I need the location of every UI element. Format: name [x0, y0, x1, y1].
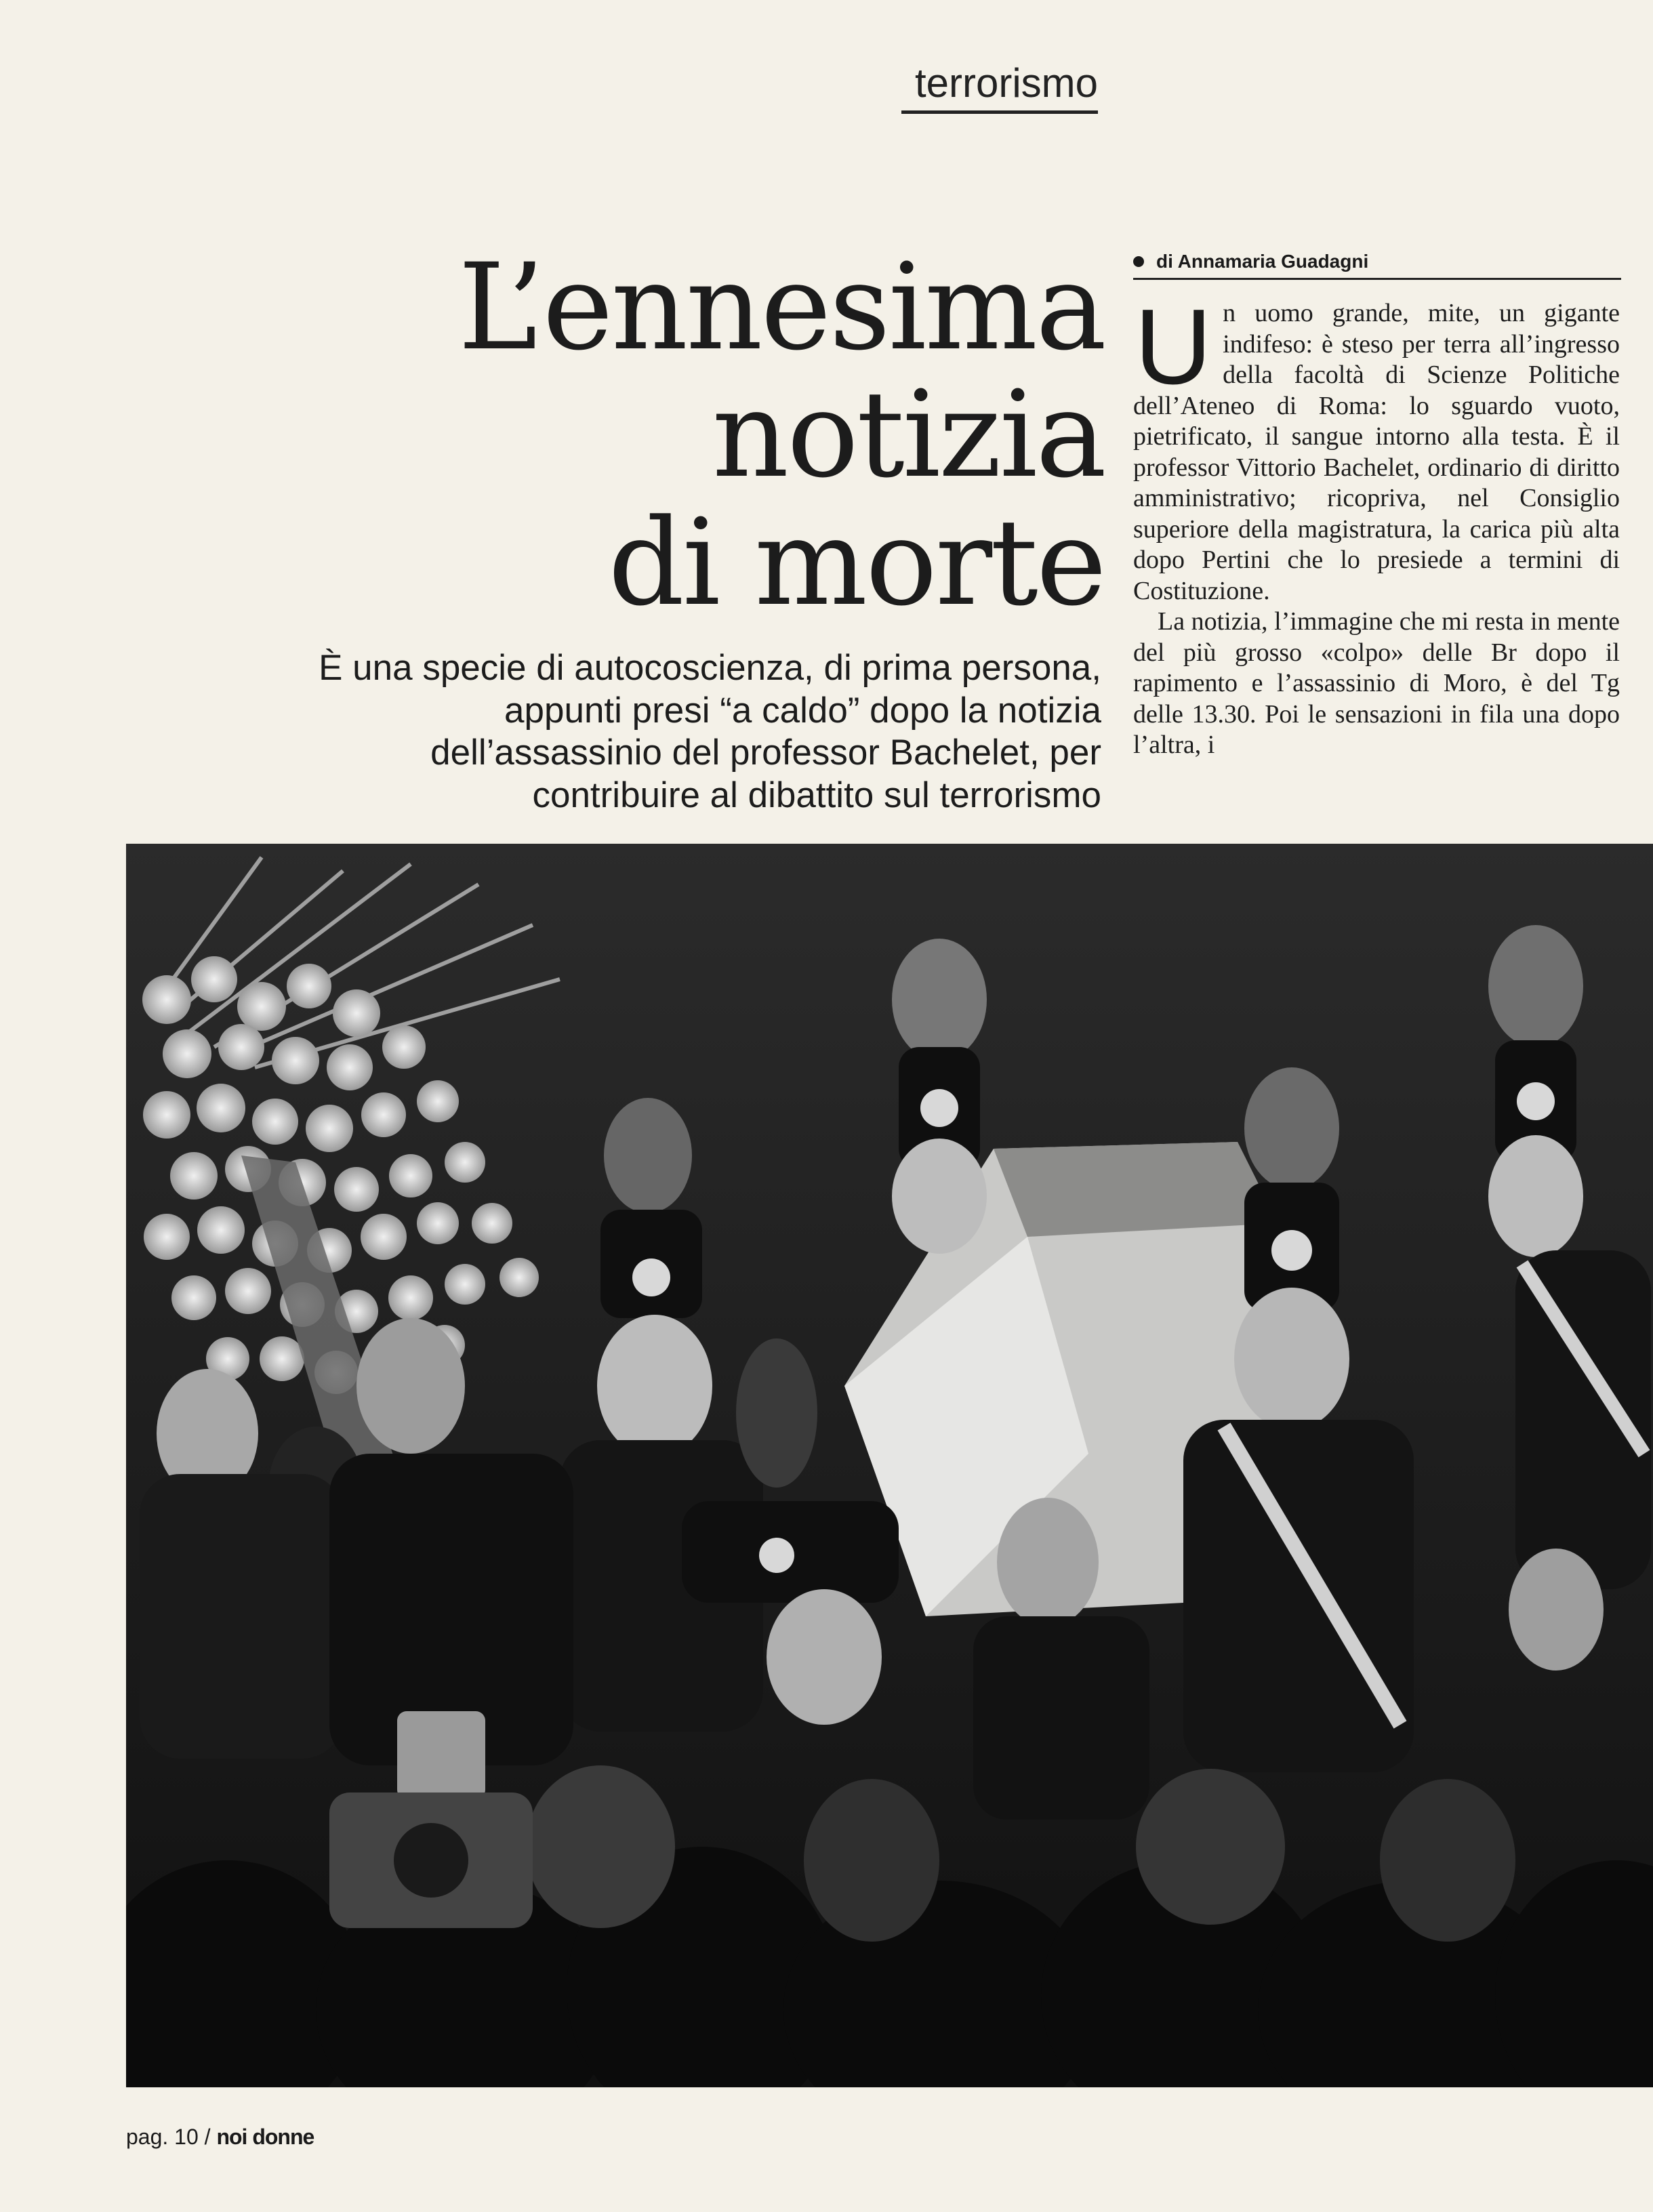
article-paragraph-2: La notizia, l’immagine che mi resta in mente del più grosso «colpo» delle Br dopo il rapimento e l’assassinio di Moro, è del Tg delle 13.30. Poi le sensazioni in fila una dopo l’altra, i: [1133, 607, 1620, 759]
article-body: [1133, 298, 1620, 844]
deck-line-2: appunti presi “a caldo” dopo la notizia: [504, 690, 1101, 731]
drop-cap: U: [1135, 298, 1212, 407]
deck-subtitle: [190, 647, 1101, 817]
byline-author: di Annamaria Guadagni: [1156, 251, 1369, 272]
section-tag: terrorismo: [901, 60, 1098, 114]
deck-line-4: contribuire al dibattito sul terrorismo: [532, 775, 1101, 815]
funeral-photo: [126, 844, 1653, 2087]
headline-line-3: di morte: [608, 493, 1105, 632]
headline: [258, 238, 1105, 632]
magazine-name: noi donne: [216, 2125, 314, 2149]
page-number: pag. 10 /: [126, 2125, 217, 2149]
byline: [1133, 251, 1621, 280]
page-footer: [126, 2125, 314, 2150]
deck-line-1: È una specie di autocoscienza, di prima persona,: [319, 648, 1101, 688]
photo-illustration: [126, 844, 1653, 2087]
headline-line-1: L’ennesima: [457, 238, 1105, 377]
paragraph-1-text: n uomo grande, mite, un gigante indifeso: è steso per terra all’ingresso della facoltà di Scienze Politiche dell’Ateneo di Roma: lo sguardo vuoto, pietrificato, il sangue intorno alla testa. È il professor Vittorio Bachelet, ordinario di diritto amministrativo; ricopriva, nel Consiglio superiore della magistratura, la carica più alta dopo Pertini che lo presiede a termini di Costituzione.: [1133, 299, 1620, 605]
headline-line-2: notizia: [712, 365, 1105, 505]
article-paragraph-1: [1133, 298, 1620, 607]
bullet-icon: [1133, 256, 1144, 267]
deck-line-3: dell’assassinio del professor Bachelet, per: [430, 733, 1101, 773]
